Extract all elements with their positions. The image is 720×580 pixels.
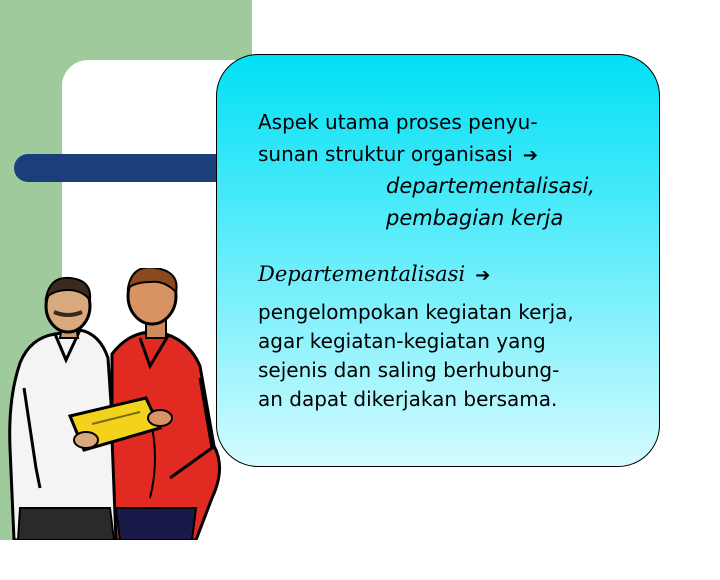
- para1-line1: Aspek utama proses penyu-: [258, 110, 538, 134]
- right-arrow-icon: ➔: [475, 265, 491, 286]
- para2-line1: pengelompokan kegiatan kerja,: [258, 300, 574, 324]
- para1-line3: departementalisasi,: [386, 174, 595, 198]
- para2-line2: agar kegiatan-kegiatan yang: [258, 329, 546, 353]
- para1-line4: pembagian kerja: [386, 206, 564, 230]
- two-men-clipboard-icon: [0, 268, 232, 540]
- para2-term: Departementalisasi: [258, 262, 466, 286]
- para2-line3: sejenis dan saling berhubung-: [258, 358, 560, 382]
- right-arrow-icon: ➔: [522, 145, 538, 166]
- para1-line2: [258, 140, 538, 170]
- para1-line2-text: sunan struktur organisasi: [258, 142, 513, 166]
- para2-term-line: [258, 260, 490, 290]
- para2-line4: an dapat dikerjakan bersama.: [258, 387, 558, 411]
